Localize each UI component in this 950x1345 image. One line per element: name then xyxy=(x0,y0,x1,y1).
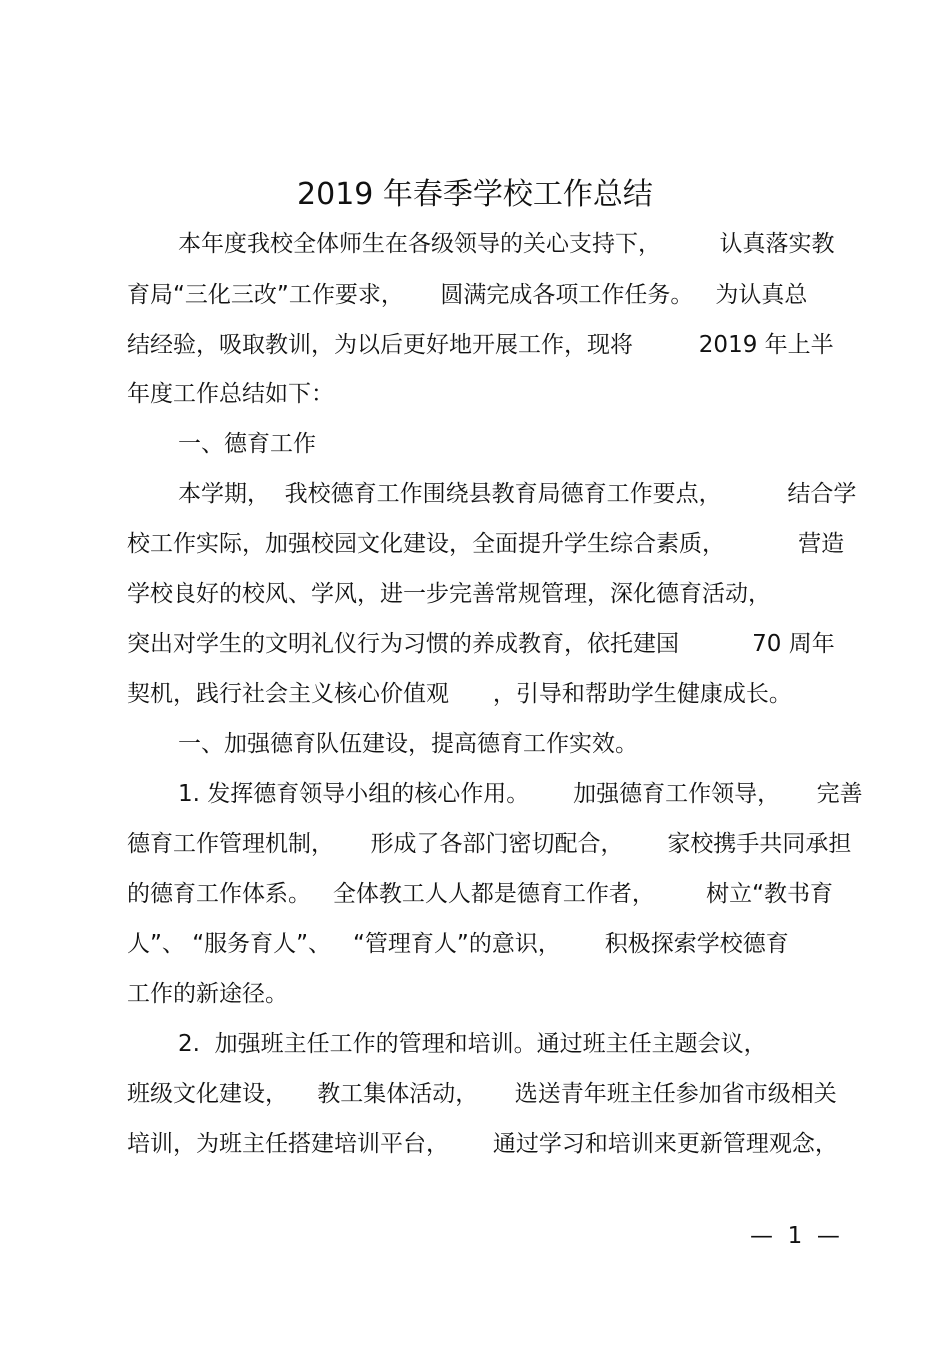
paragraph-line: 突出对学生的文明礼仪行为习惯的养成教育，依托建国 70 周年 xyxy=(127,631,835,657)
paragraph-line: 人”、 “服务育人”、 “管理育人”的意识， 积极探索学校德育 xyxy=(127,931,789,957)
paragraph-line: 德育工作管理机制， 形成了各部门密切配合， 家校携手共同承担 xyxy=(127,831,852,857)
paragraph-line: 契机，践行社会主义核心价值观 ，引导和帮助学生健康成长。 xyxy=(127,681,792,707)
paragraph-line: 工作的新途径。 xyxy=(127,981,288,1007)
paragraph-line: 培训，为班主任搭建培训平台， 通过学习和培训来更新管理观念， xyxy=(127,1131,838,1157)
paragraph-line: 2. 加强班主任工作的管理和培训。通过班主任主题会议， xyxy=(178,1031,767,1057)
paragraph-line: 班级文化建设， 教工集体活动， 选送青年班主任参加省市级相关 xyxy=(127,1081,837,1107)
paragraph-line: 学校良好的校风、学风，进一步完善常规管理，深化德育活动， xyxy=(127,581,771,607)
paragraph-line: 本学期， 我校德育工作围绕县教育局德育工作要点， 结合学 xyxy=(178,481,857,507)
document-title: 2019 年春季学校工作总结 xyxy=(297,177,653,212)
paragraph-line: 年度工作总结如下： xyxy=(127,381,334,407)
paragraph-line: 育局“三化三改”工作要求， 圆满完成各项工作任务。 为认真总 xyxy=(127,282,808,308)
paragraph-line: 的德育工作体系。 全体教工人人都是德育工作者， 树立“教书育 xyxy=(127,881,834,907)
section-heading: 一、德育工作 xyxy=(178,431,316,457)
paragraph-line: 校工作实际，加强校园文化建设，全面提升学生综合素质， 营造 xyxy=(127,531,845,557)
paragraph-line: 结经验，吸取教训，为以后更好地开展工作，现将 2019 年上半 xyxy=(127,332,834,358)
page-number: — 1 — xyxy=(750,1223,840,1249)
paragraph-line: 1. 发挥德育领导小组的核心作用。 加强德育工作领导， 完善 xyxy=(178,781,863,807)
subsection-heading: 一、加强德育队伍建设，提高德育工作实效。 xyxy=(178,731,638,757)
paragraph-line: 本年度我校全体师生在各级领导的关心支持下， 认真落实教 xyxy=(178,231,835,257)
